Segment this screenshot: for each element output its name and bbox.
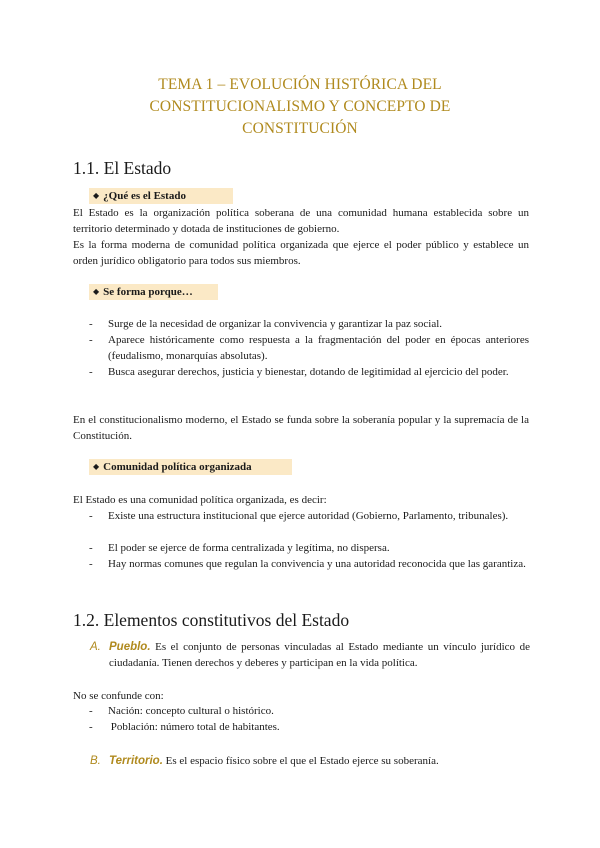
dash-bullet: - [89, 334, 93, 346]
list-item [89, 556, 529, 572]
title-line-2: CONSTITUCIONALISMO Y CONCEPTO DE [149, 98, 451, 115]
letter-b: B. [90, 755, 101, 767]
title-line-3: CONSTITUCIÓN [242, 120, 358, 137]
dash-bullet: - [89, 542, 93, 554]
letter-a: A. [90, 641, 101, 653]
territorio-paragraph [109, 753, 530, 769]
que-es-paragraph-2: Es la forma moderna de comunidad política organizada que ejerce el poder público y establece un orden jurídico obligatorio para todos sus miembros. [73, 239, 529, 267]
list-item [89, 364, 529, 380]
list-item [89, 703, 529, 719]
territorio-term: Territorio. [109, 755, 163, 767]
element-pueblo [90, 639, 530, 671]
dash-bullet: - [89, 318, 93, 330]
list-item [89, 508, 529, 524]
dash-bullet: - [89, 558, 93, 570]
comunidad-intro: El Estado es una comunidad política organizada, es decir: [73, 494, 327, 506]
list-item [89, 719, 529, 735]
title-line-1: TEMA 1 – EVOLUCIÓN HISTÓRICA DEL [158, 76, 442, 93]
list-item [89, 540, 529, 556]
dash-bullet: - [89, 705, 93, 717]
list-item-text: Población: número total de habitantes. [108, 721, 280, 733]
comunidad-label: Comunidad política organizada [103, 461, 252, 473]
pueblo-paragraph [109, 639, 530, 671]
dash-bullet: - [89, 510, 93, 522]
element-territorio [90, 753, 530, 769]
section-2-heading: 1.2. Elementos constitutivos del Estado [73, 610, 350, 630]
list-item-text: Nación: concepto cultural o histórico. [108, 705, 274, 717]
que-es-label: ¿Qué es el Estado [103, 190, 186, 202]
que-es-paragraph-1: El Estado es la organización política soberana de una comunidad humana establecida sobre un territorio determinado y dotada de instituciones de gobierno. [73, 207, 529, 235]
pueblo-text: Es el conjunto de personas vinculadas al Estado mediante un vínculo jurídico de ciudadanía. Tienen derechos y deberes y participan en la vida política. [109, 641, 530, 669]
se-forma-label: Se forma porque… [103, 286, 193, 298]
dash-bullet: - [89, 721, 93, 733]
list-item-text: Hay normas comunes que regulan la convivencia y una autoridad reconocida que las garantiza. [108, 558, 526, 570]
list-item-text: El poder se ejerce de forma centralizada y legítima, no dispersa. [108, 542, 390, 554]
highlight-comunidad [89, 459, 292, 475]
diamond-bullet-icon: ◆ [93, 287, 100, 296]
list-item-text: Existe una estructura institucional que ejerce autoridad (Gobierno, Parlamento, tribunales). [108, 510, 509, 522]
list-item-text: Aparece históricamente como respuesta a la fragmentación del poder en épocas anteriores (feudalismo, monarquías absolutas). [108, 334, 529, 362]
no-confunde-intro: No se confunde con: [73, 690, 164, 702]
list-item-text: Busca asegurar derechos, justicia y bienestar, dotando de legitimidad al ejercicio del poder. [108, 366, 509, 378]
dash-bullet: - [89, 366, 93, 378]
list-item [89, 332, 529, 364]
list-item-text: Surge de la necesidad de organizar la convivencia y garantizar la paz social. [108, 318, 443, 330]
pueblo-term: Pueblo. [109, 641, 151, 653]
se-forma-closing: En el constitucionalismo moderno, el Estado se funda sobre la soberanía popular y la supremacía de la Constitución. [73, 414, 529, 442]
highlight-que-es [89, 188, 233, 204]
territorio-text: Es el espacio físico sobre el que el Estado ejerce su soberanía. [162, 755, 439, 767]
section-1-heading: 1.1. El Estado [73, 158, 172, 178]
document-title [70, 74, 530, 140]
list-item [89, 316, 529, 332]
highlight-se-forma [89, 284, 218, 300]
diamond-bullet-icon: ◆ [93, 462, 100, 471]
diamond-bullet-icon: ◆ [93, 191, 100, 200]
